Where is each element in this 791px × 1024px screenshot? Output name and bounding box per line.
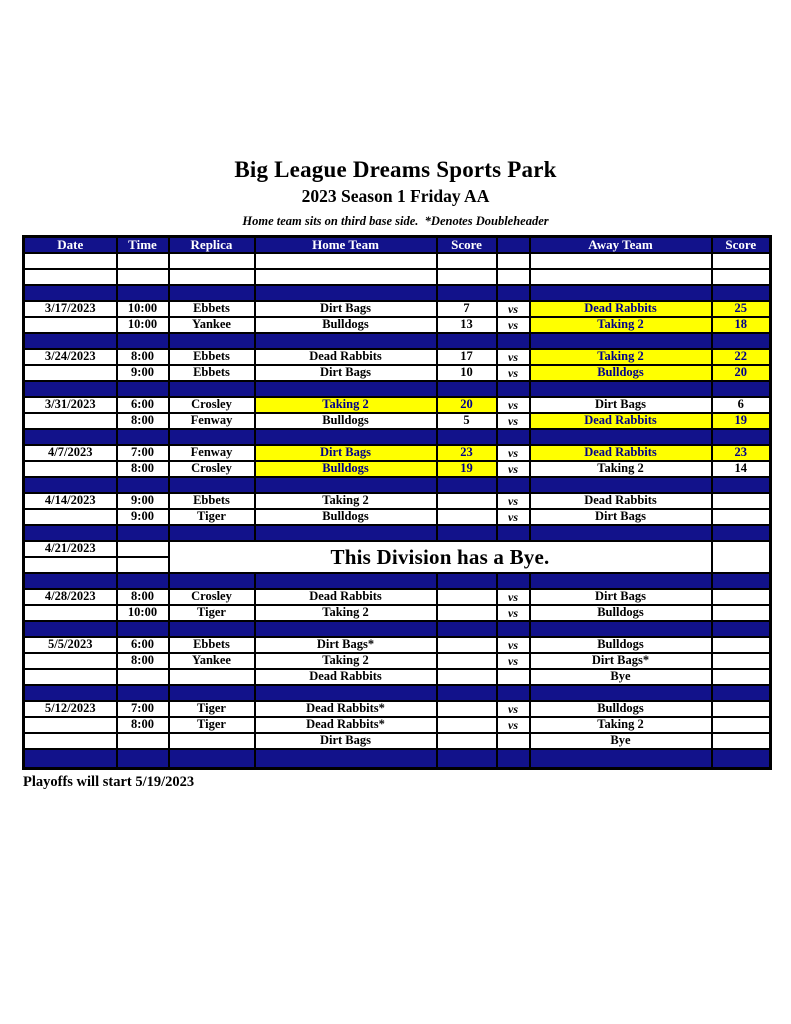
home-team-cell: Dead Rabbits (255, 589, 437, 605)
time-cell (117, 669, 169, 685)
replica-cell (169, 669, 255, 685)
away-score-cell: 18 (712, 317, 771, 333)
away-score-cell (712, 733, 771, 749)
game-row (24, 653, 771, 669)
vs-label: vs (497, 317, 530, 333)
date-cell (24, 461, 117, 477)
date-cell (24, 381, 117, 397)
home-score-cell (437, 285, 497, 301)
time-cell (117, 621, 169, 637)
vs-cell (497, 525, 530, 541)
home-team-cell: Dirt Bags (255, 445, 437, 461)
time-cell: 6:00 (117, 637, 169, 653)
date-cell (24, 525, 117, 541)
replica-cell (169, 749, 255, 769)
time-cell: 10:00 (117, 605, 169, 621)
date-cell: 5/12/2023 (24, 701, 117, 717)
replica-cell (169, 429, 255, 445)
time-cell (117, 285, 169, 301)
replica-cell: Tiger (169, 717, 255, 733)
home-score-cell (437, 525, 497, 541)
spacer-row (24, 333, 771, 349)
home-team-cell (255, 269, 437, 285)
home-score-cell (437, 589, 497, 605)
replica-cell (169, 269, 255, 285)
home-score-cell (437, 381, 497, 397)
header-time: Time (117, 237, 169, 254)
away-team-cell: Dead Rabbits (530, 301, 712, 317)
vs-cell (497, 573, 530, 589)
replica-cell: Ebbets (169, 301, 255, 317)
empty-row (24, 253, 771, 269)
vs-label (497, 733, 530, 749)
date-cell (24, 557, 117, 573)
game-row (24, 445, 771, 461)
home-score-cell (437, 429, 497, 445)
vs-label: vs (497, 461, 530, 477)
home-score-cell: 7 (437, 301, 497, 317)
home-team-cell: Taking 2 (255, 653, 437, 669)
time-cell (117, 685, 169, 701)
game-row (24, 317, 771, 333)
away-team-cell: Dirt Bags* (530, 653, 712, 669)
vs-label: vs (497, 509, 530, 525)
away-team-cell: Dirt Bags (530, 397, 712, 413)
replica-cell: Yankee (169, 317, 255, 333)
time-cell: 7:00 (117, 701, 169, 717)
home-score-cell (437, 749, 497, 769)
schedule-table-body (24, 237, 771, 769)
date-cell: 3/31/2023 (24, 397, 117, 413)
game-row (24, 589, 771, 605)
home-score-cell (437, 685, 497, 701)
away-score-cell (712, 253, 771, 269)
away-team-cell: Dirt Bags (530, 509, 712, 525)
game-row (24, 413, 771, 429)
vs-cell (497, 269, 530, 285)
date-cell (24, 685, 117, 701)
away-score-cell: 6 (712, 397, 771, 413)
vs-cell (497, 749, 530, 769)
away-score-cell (712, 685, 771, 701)
replica-cell: Fenway (169, 413, 255, 429)
home-team-cell (255, 525, 437, 541)
away-team-cell: Taking 2 (530, 461, 712, 477)
date-cell (24, 717, 117, 733)
time-cell: 8:00 (117, 717, 169, 733)
game-row (24, 397, 771, 413)
home-score-cell (437, 509, 497, 525)
away-score-cell (712, 749, 771, 769)
away-score-cell (712, 589, 771, 605)
spacer-row (24, 477, 771, 493)
home-team-cell: Dead Rabbits (255, 349, 437, 365)
date-cell: 4/28/2023 (24, 589, 117, 605)
vs-label: vs (497, 365, 530, 381)
home-team-cell: Taking 2 (255, 605, 437, 621)
date-cell (24, 285, 117, 301)
schedule-table (22, 235, 772, 770)
date-cell (24, 749, 117, 769)
away-score-cell (712, 653, 771, 669)
home-score-cell (437, 653, 497, 669)
home-score-cell: 17 (437, 349, 497, 365)
game-row (24, 365, 771, 381)
time-cell: 7:00 (117, 445, 169, 461)
empty-row (24, 269, 771, 285)
game-row (24, 605, 771, 621)
away-team-cell: Bulldogs (530, 605, 712, 621)
vs-label: vs (497, 301, 530, 317)
game-row (24, 733, 771, 749)
vs-cell (497, 477, 530, 493)
home-score-cell (437, 253, 497, 269)
replica-cell: Tiger (169, 509, 255, 525)
header-away-score: Score (712, 237, 771, 254)
header-vs (497, 237, 530, 254)
time-cell: 10:00 (117, 301, 169, 317)
away-score-cell (712, 637, 771, 653)
home-team-cell (255, 621, 437, 637)
home-score-cell: 13 (437, 317, 497, 333)
away-score-cell (712, 669, 771, 685)
date-cell (24, 605, 117, 621)
replica-cell: Crosley (169, 589, 255, 605)
home-score-cell (437, 669, 497, 685)
time-cell (117, 573, 169, 589)
replica-cell: Ebbets (169, 637, 255, 653)
away-score-cell: 22 (712, 349, 771, 365)
away-team-cell (530, 477, 712, 493)
away-score-cell (712, 509, 771, 525)
home-team-cell: Dirt Bags (255, 733, 437, 749)
time-cell: 8:00 (117, 349, 169, 365)
away-team-cell: Dirt Bags (530, 589, 712, 605)
home-team-cell: Taking 2 (255, 493, 437, 509)
vs-label: vs (497, 445, 530, 461)
time-cell (117, 749, 169, 769)
away-team-cell: Dead Rabbits (530, 445, 712, 461)
away-score-cell (712, 541, 771, 573)
vs-label (497, 669, 530, 685)
date-cell (24, 333, 117, 349)
vs-cell (497, 685, 530, 701)
home-score-cell (437, 605, 497, 621)
home-team-cell: Taking 2 (255, 397, 437, 413)
away-team-cell (530, 333, 712, 349)
home-score-cell: 10 (437, 365, 497, 381)
date-cell (24, 413, 117, 429)
replica-cell: Crosley (169, 461, 255, 477)
date-cell (24, 621, 117, 637)
away-team-cell: Bye (530, 669, 712, 685)
replica-cell (169, 381, 255, 397)
vs-cell (497, 381, 530, 397)
replica-cell (169, 573, 255, 589)
away-team-cell: Taking 2 (530, 349, 712, 365)
home-team-cell (255, 285, 437, 301)
home-team-cell: Bulldogs (255, 509, 437, 525)
away-team-cell: Bye (530, 733, 712, 749)
vs-label: vs (497, 717, 530, 733)
time-cell: 9:00 (117, 509, 169, 525)
vs-label: vs (497, 589, 530, 605)
vs-label: vs (497, 653, 530, 669)
header-row (24, 237, 771, 254)
away-score-cell: 14 (712, 461, 771, 477)
away-score-cell: 23 (712, 445, 771, 461)
home-score-cell (437, 701, 497, 717)
home-score-cell: 20 (437, 397, 497, 413)
home-score-cell (437, 333, 497, 349)
home-team-cell: Dirt Bags (255, 365, 437, 381)
time-cell: 8:00 (117, 461, 169, 477)
vs-label: vs (497, 413, 530, 429)
spacer-row (24, 685, 771, 701)
date-cell: 3/17/2023 (24, 301, 117, 317)
replica-cell (169, 333, 255, 349)
header-away-team: Away Team (530, 237, 712, 254)
vs-label: vs (497, 605, 530, 621)
time-cell: 8:00 (117, 589, 169, 605)
away-team-cell (530, 285, 712, 301)
date-cell (24, 573, 117, 589)
away-team-cell: Bulldogs (530, 637, 712, 653)
away-score-cell (712, 621, 771, 637)
time-cell (117, 429, 169, 445)
replica-cell (169, 733, 255, 749)
vs-label: vs (497, 701, 530, 717)
away-score-cell (712, 285, 771, 301)
away-team-cell: Dead Rabbits (530, 493, 712, 509)
home-team-cell: Dead Rabbits* (255, 717, 437, 733)
date-cell: 3/24/2023 (24, 349, 117, 365)
replica-cell: Yankee (169, 653, 255, 669)
spacer-row (24, 429, 771, 445)
away-score-cell: 25 (712, 301, 771, 317)
replica-cell (169, 685, 255, 701)
game-row (24, 669, 771, 685)
away-score-cell (712, 493, 771, 509)
away-team-cell (530, 381, 712, 397)
home-team-cell: Bulldogs (255, 413, 437, 429)
time-cell (117, 333, 169, 349)
page-title: Big League Dreams Sports Park (234, 157, 557, 182)
away-score-cell (712, 381, 771, 397)
date-cell: 4/21/2023 (24, 541, 117, 557)
home-team-cell: Dead Rabbits* (255, 701, 437, 717)
vs-label: vs (497, 637, 530, 653)
away-team-cell: Bulldogs (530, 365, 712, 381)
spacer-row (24, 285, 771, 301)
replica-cell: Crosley (169, 397, 255, 413)
date-cell (24, 269, 117, 285)
date-cell (24, 253, 117, 269)
game-row (24, 493, 771, 509)
away-score-cell (712, 429, 771, 445)
vs-cell (497, 333, 530, 349)
page-subtitle: 2023 Season 1 Friday AA (301, 186, 490, 206)
time-cell: 8:00 (117, 653, 169, 669)
home-score-cell: 5 (437, 413, 497, 429)
spacer-row (24, 621, 771, 637)
home-score-cell: 19 (437, 461, 497, 477)
home-team-cell: Dirt Bags* (255, 637, 437, 653)
vs-cell (497, 253, 530, 269)
away-team-cell (530, 269, 712, 285)
away-score-cell: 20 (712, 365, 771, 381)
date-cell: 4/7/2023 (24, 445, 117, 461)
time-cell (117, 541, 169, 557)
away-team-cell: Dead Rabbits (530, 413, 712, 429)
spacer-row (24, 749, 771, 769)
game-row (24, 349, 771, 365)
vs-label: vs (497, 349, 530, 365)
vs-cell (497, 285, 530, 301)
date-cell: 5/5/2023 (24, 637, 117, 653)
home-score-cell (437, 733, 497, 749)
home-team-cell (255, 429, 437, 445)
header-home-score: Score (437, 237, 497, 254)
spacer-row (24, 525, 771, 541)
home-team-cell: Bulldogs (255, 461, 437, 477)
game-row (24, 301, 771, 317)
time-cell: 8:00 (117, 413, 169, 429)
time-cell (117, 525, 169, 541)
playoffs-footer: Playoffs will start 5/19/2023 (23, 774, 195, 791)
home-team-cell (255, 253, 437, 269)
home-team-cell: Bulldogs (255, 317, 437, 333)
home-team-cell (255, 333, 437, 349)
away-team-cell: Bulldogs (530, 701, 712, 717)
home-team-note: Home team sits on third base side. *Denotes Doubleheader (242, 214, 549, 228)
bye-row (24, 541, 771, 557)
away-score-cell (712, 605, 771, 621)
away-team-cell (530, 621, 712, 637)
away-score-cell (712, 701, 771, 717)
time-cell: 9:00 (117, 365, 169, 381)
away-score-cell: 19 (712, 413, 771, 429)
replica-cell (169, 253, 255, 269)
vs-cell (497, 621, 530, 637)
date-cell (24, 653, 117, 669)
date-cell (24, 365, 117, 381)
replica-cell: Ebbets (169, 349, 255, 365)
replica-cell: Fenway (169, 445, 255, 461)
home-score-cell (437, 269, 497, 285)
spacer-row (24, 381, 771, 397)
date-cell: 4/14/2023 (24, 493, 117, 509)
time-cell (117, 733, 169, 749)
home-team-cell (255, 749, 437, 769)
home-team-cell (255, 477, 437, 493)
away-team-cell: Taking 2 (530, 717, 712, 733)
header-date: Date (24, 237, 117, 254)
home-score-cell (437, 573, 497, 589)
home-team-cell (255, 685, 437, 701)
away-team-cell (530, 525, 712, 541)
vs-label: vs (497, 397, 530, 413)
away-score-cell (712, 717, 771, 733)
bye-banner: This Division has a Bye. (169, 541, 712, 573)
home-team-cell: Dirt Bags (255, 301, 437, 317)
home-score-cell (437, 717, 497, 733)
time-cell (117, 477, 169, 493)
away-score-cell (712, 333, 771, 349)
replica-cell: Tiger (169, 605, 255, 621)
home-score-cell: 23 (437, 445, 497, 461)
home-score-cell (437, 637, 497, 653)
replica-cell: Ebbets (169, 365, 255, 381)
spacer-row (24, 573, 771, 589)
game-row (24, 461, 771, 477)
time-cell (117, 381, 169, 397)
time-cell (117, 557, 169, 573)
time-cell: 9:00 (117, 493, 169, 509)
time-cell: 6:00 (117, 397, 169, 413)
home-team-cell (255, 381, 437, 397)
away-score-cell (712, 269, 771, 285)
away-score-cell (712, 477, 771, 493)
vs-label: vs (497, 493, 530, 509)
home-score-cell (437, 621, 497, 637)
date-cell (24, 477, 117, 493)
replica-cell (169, 477, 255, 493)
replica-cell (169, 285, 255, 301)
replica-cell: Ebbets (169, 493, 255, 509)
time-cell (117, 253, 169, 269)
header-replica: Replica (169, 237, 255, 254)
replica-cell (169, 621, 255, 637)
time-cell: 10:00 (117, 317, 169, 333)
away-team-cell (530, 685, 712, 701)
home-team-cell: Dead Rabbits (255, 669, 437, 685)
date-cell (24, 509, 117, 525)
away-team-cell (530, 429, 712, 445)
away-team-cell (530, 573, 712, 589)
game-row (24, 637, 771, 653)
time-cell (117, 269, 169, 285)
replica-cell: Tiger (169, 701, 255, 717)
game-row (24, 701, 771, 717)
away-team-cell: Taking 2 (530, 317, 712, 333)
home-score-cell (437, 493, 497, 509)
game-row (24, 717, 771, 733)
header-home-team: Home Team (255, 237, 437, 254)
vs-cell (497, 429, 530, 445)
away-score-cell (712, 573, 771, 589)
home-team-cell (255, 573, 437, 589)
date-cell (24, 429, 117, 445)
date-cell (24, 317, 117, 333)
away-team-cell (530, 749, 712, 769)
date-cell (24, 669, 117, 685)
game-row (24, 509, 771, 525)
home-score-cell (437, 477, 497, 493)
away-score-cell (712, 525, 771, 541)
replica-cell (169, 525, 255, 541)
away-team-cell (530, 253, 712, 269)
date-cell (24, 733, 117, 749)
